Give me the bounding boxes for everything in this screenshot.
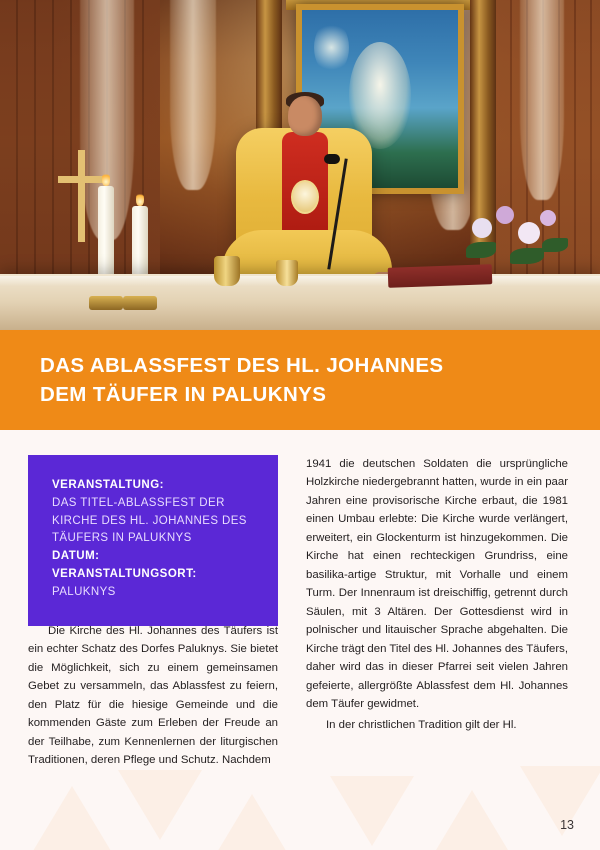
blossom (518, 222, 540, 244)
header-photo (0, 0, 600, 330)
page-title-line-1: DAS ABLASSFEST DES HL. JOHANNES (40, 353, 444, 377)
candle-flame-icon (102, 172, 110, 186)
blossom (540, 210, 556, 226)
place-label: VERANSTALTUNGSORT: (52, 568, 197, 581)
chalice-icon (276, 260, 298, 286)
event-label: VERANSTALTUNG: (52, 479, 164, 491)
page-title-line-2: DEM TÄUFER IN PALUKNYS (40, 383, 327, 406)
event-value: DAS TITEL-ABLASSFEST DER KIRCHE DES HL. JOHANNES DES TÄUFERS IN PALUKNYS (52, 496, 247, 545)
flower-bouquet (462, 192, 574, 288)
paragraph: In der christlichen Tradition gilt der Hl. (326, 718, 517, 731)
stole-emblem (291, 180, 319, 214)
candle-base (123, 296, 157, 310)
blossom (496, 206, 514, 224)
candle-flame-icon (136, 192, 144, 206)
blossom (472, 218, 492, 238)
paragraph: 1941 die deutschen Soldaten die ursprüngliche Holzkirche niedergebrannt hatten, wurde in ein paar Jahren eine provisorische Kirche erbaut, die 1981 einen Umbau erlebte: Die Kirche wurde verlängert, erweitert, ein Glockenturm ist hinzugekommen. Die Kirche hat einen rechteckigen Grundriss, eine basilika-artige Struktur, mit Vorhalle und einem Turm. Der Innenraum ist dreischiffig, getrennt durch Säulen, mit 3 Altären. Der Gottesdienst wird in polnischer und litauischer Sprache abgehalten. Die Kirche trägt den Titel des Hl. Johannes des Täufers, daher wird das in dieser Pfarrei seit vielen Jahren gefeierte, allergrößte Ablassfest dem Hl. Johannes dem Täufer gewidmet. (306, 458, 568, 711)
paragraph: Die Kirche des Hl. Johannes des Täufers ist ein echter Schatz des Dorfes Paluknys. Sie bietet die Möglichkeit, sich zu einem gemeinsamen Gebet zu versammeln, das Ablassfest zu feiern, den Platz für die hiesige Gemeinde und die kommenden Gäste zum Erleben der Freude an der Teilhabe, zum Kennenlernen der liturgischen Traditionen, deren Pflege und Schutz. Nachdem (28, 625, 278, 767)
event-info-box (28, 455, 278, 626)
priest-head (288, 96, 322, 136)
leaf (542, 238, 568, 252)
article-body (0, 430, 600, 850)
text-column-left (28, 622, 278, 770)
article-title-band (0, 330, 600, 430)
date-label: DATUM: (52, 550, 100, 563)
drape-icon (520, 0, 564, 200)
leaf (466, 242, 496, 258)
text-column-right (306, 455, 568, 734)
microphone-icon (324, 154, 340, 164)
chalice-icon (214, 256, 240, 286)
drape-icon (170, 0, 216, 190)
page-number: 13 (560, 818, 574, 832)
candle-base (89, 296, 123, 310)
crucifix-icon (78, 150, 85, 242)
place-value: PALUKNYS (52, 585, 116, 598)
leaf (510, 248, 544, 264)
